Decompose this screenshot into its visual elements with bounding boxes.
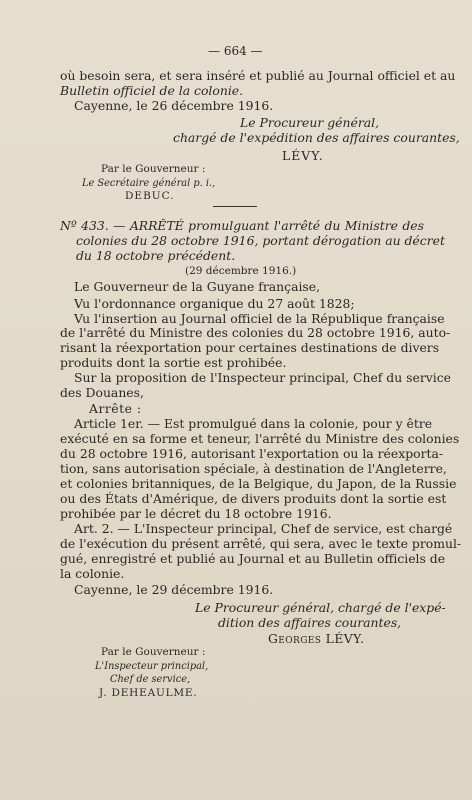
arrete-heading: colonies du 28 octobre 1916, portant dérogation au décret <box>76 233 445 248</box>
inspector-title: L'Inspecteur principal, <box>95 661 209 672</box>
signer-name: Georges LÉVY. <box>268 631 365 646</box>
governor-line: Par le Gouverneur : <box>101 646 206 658</box>
text-line: ou des États d'Amérique, de divers produits dont la sortie est <box>60 491 447 506</box>
page-number: — 664 — <box>208 44 263 58</box>
inspector-name: J. DEHEAULME. <box>99 687 198 699</box>
place-date: Cayenne, le 29 décembre 1916. <box>74 582 274 597</box>
signer-title: chargé de l'expédition des affaires courantes, <box>173 130 460 145</box>
text-line: des Douanes, <box>60 385 144 400</box>
text-line: de l'arrêté du Ministre des colonies du 28 octobre 1916, auto- <box>60 325 451 340</box>
text-line: Le Gouverneur de la Guyane française, <box>74 279 321 294</box>
section-divider <box>213 206 257 207</box>
text-line: prohibée par le décret du 18 octobre 1916. <box>60 506 332 521</box>
governor-line: Par le Gouverneur : <box>101 163 206 175</box>
text-line: et colonies britanniques, de la Belgique, du Japon, de la Russie <box>60 476 457 491</box>
inspector-title: Chef de service, <box>110 674 191 685</box>
text-line: gué, enregistré et publié au Journal et au Bulletin officiels de <box>60 551 446 566</box>
text-line: la colonie. <box>60 566 125 581</box>
text-line: du 28 octobre 1916, autorisant l'exportation ou la réexporta- <box>60 446 444 461</box>
arrete-date: (29 décembre 1916.) <box>185 265 297 277</box>
text-line: exécuté en sa forme et teneur, l'arrêté du Ministre des colonies <box>60 431 460 446</box>
text-line: Vu l'ordonnance organique du 27 août 1828; <box>74 296 355 311</box>
text-line: Art. 2. — L'Inspecteur principal, Chef de service, est chargé <box>74 521 453 536</box>
text-line: Article 1er. — Est promulgué dans la colonie, pour y être <box>74 416 433 431</box>
arrete-keyword: Arrête : <box>89 401 142 416</box>
signer-name: LÉVY. <box>282 148 324 163</box>
text-line: où besoin sera, et sera inséré et publié au Journal officiel et au <box>60 68 456 83</box>
text-line: Sur la proposition de l'Inspecteur principal, Chef du service <box>74 370 452 385</box>
place-date: Cayenne, le 26 décembre 1916. <box>74 98 274 113</box>
signer-title: Le Procureur général, chargé de l'expé- <box>195 600 446 615</box>
arrete-heading: Nº 433. — ARRÊTÉ promulguant l'arrêté du Ministre des <box>60 218 424 233</box>
text-line: Vu l'insertion au Journal officiel de la République française <box>74 311 445 326</box>
secretary-title: Le Secrétaire général p. i., <box>82 178 216 189</box>
arrete-heading: du 18 octobre précédent. <box>76 248 236 263</box>
secretary-name: DEBUC. <box>125 190 175 202</box>
text-line: tion, sans autorisation spéciale, à destination de l'Angleterre, <box>60 461 447 476</box>
text-line: risant la réexportation pour certaines destinations de divers <box>60 340 440 355</box>
signer-title: Le Procureur général, <box>240 115 380 130</box>
text-line: Bulletin officiel de la colonie. <box>60 83 244 98</box>
text-line: de l'exécution du présent arrêté, qui sera, avec le texte promul- <box>60 536 462 551</box>
text-line: produits dont la sortie est prohibée. <box>60 355 287 370</box>
signer-title: dition des affaires courantes, <box>218 615 402 630</box>
